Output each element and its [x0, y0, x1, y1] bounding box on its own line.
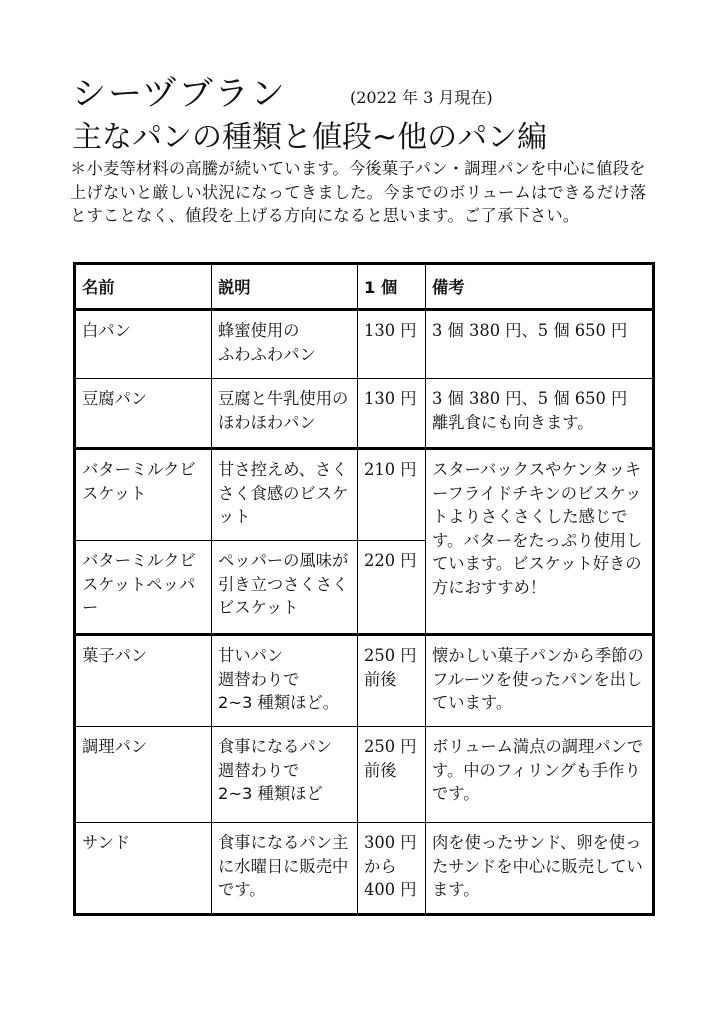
row-note: ボリューム満点の調理パンです。中のフィリングも手作りです。	[426, 727, 654, 823]
row-name: サンド	[75, 823, 212, 915]
date-note: (2022 年 3 月現在)	[350, 88, 493, 107]
row-price: 220 円	[358, 541, 426, 635]
row-description: 蜂蜜使用の ふわふわパン	[212, 310, 358, 379]
row-name: バターミルクビスケット	[75, 449, 212, 541]
row-description: 食事になるパン 週替わりで 2~3 種類ほど	[212, 727, 358, 823]
table-row	[75, 635, 654, 727]
column-header-notes: 備考	[426, 264, 654, 310]
column-header-name: 名前	[75, 264, 212, 310]
row-description: ペッパーの風味が引き立つさくさくビスケット	[212, 541, 358, 635]
row-name: バターミルクビスケットペッパー	[75, 541, 212, 635]
row-price: 210 円	[358, 449, 426, 541]
row-note: 懐かしい菓子パンから季節のフルーツを使ったパンを出しています。	[426, 635, 654, 727]
row-price: 250 円前後	[358, 635, 426, 727]
column-header-price: 1 個	[358, 264, 426, 310]
row-description: 甘さ控えめ、さくさく食感のビスケット	[212, 449, 358, 541]
shop-name: シーヅブラン	[72, 74, 287, 114]
row-name: 調理パン	[75, 727, 212, 823]
row-note: スターバックスやケンタッキーフライドチキンのビスケットよりさくさくした感じです。バターをたっぷり使用しています。ビスケット好きの方におすすめ！	[426, 449, 654, 635]
table-row	[75, 727, 654, 823]
row-note: 3 個 380 円、5 個 650 円	[426, 310, 654, 379]
row-name: 豆腐パン	[75, 379, 212, 449]
row-name: 白パン	[75, 310, 212, 379]
row-description: 食事になるパン主に水曜日に販売中です。	[212, 823, 358, 915]
row-price: 130 円	[358, 310, 426, 379]
table-row	[75, 379, 654, 449]
page-subtitle: 主なパンの種類と値段~他のパン編	[72, 120, 548, 155]
intro-paragraph: ＊小麦等材料の高騰が続いています。今後菓子パン・調理パンを中心に値段を上げないと厳しい状況になってきました。今までのボリュームはできるだけ落とすことなく、値段を上げる方向になると思います。ご了承下さい。	[70, 159, 647, 225]
column-header-description: 説明	[212, 264, 358, 310]
row-price: 130 円	[358, 379, 426, 449]
row-note: 3 個 380 円、5 個 650 円 離乳食にも向きます。	[426, 379, 654, 449]
row-price: 300 円から400 円	[358, 823, 426, 915]
row-name: 菓子パン	[75, 635, 212, 727]
table-header-row	[75, 264, 654, 310]
row-description: 甘いパン 週替わりで 2~3 種類ほど。	[212, 635, 358, 727]
bread-price-table	[73, 262, 655, 916]
row-price: 250 円前後	[358, 727, 426, 823]
table-row	[75, 310, 654, 379]
table-row	[75, 823, 654, 915]
row-note: 肉を使ったサンド、卵を使ったサンドを中心に販売しています。	[426, 823, 654, 915]
table-row	[75, 449, 654, 541]
row-description: 豆腐と牛乳使用のほわほわパン	[212, 379, 358, 449]
title-row	[72, 72, 672, 118]
